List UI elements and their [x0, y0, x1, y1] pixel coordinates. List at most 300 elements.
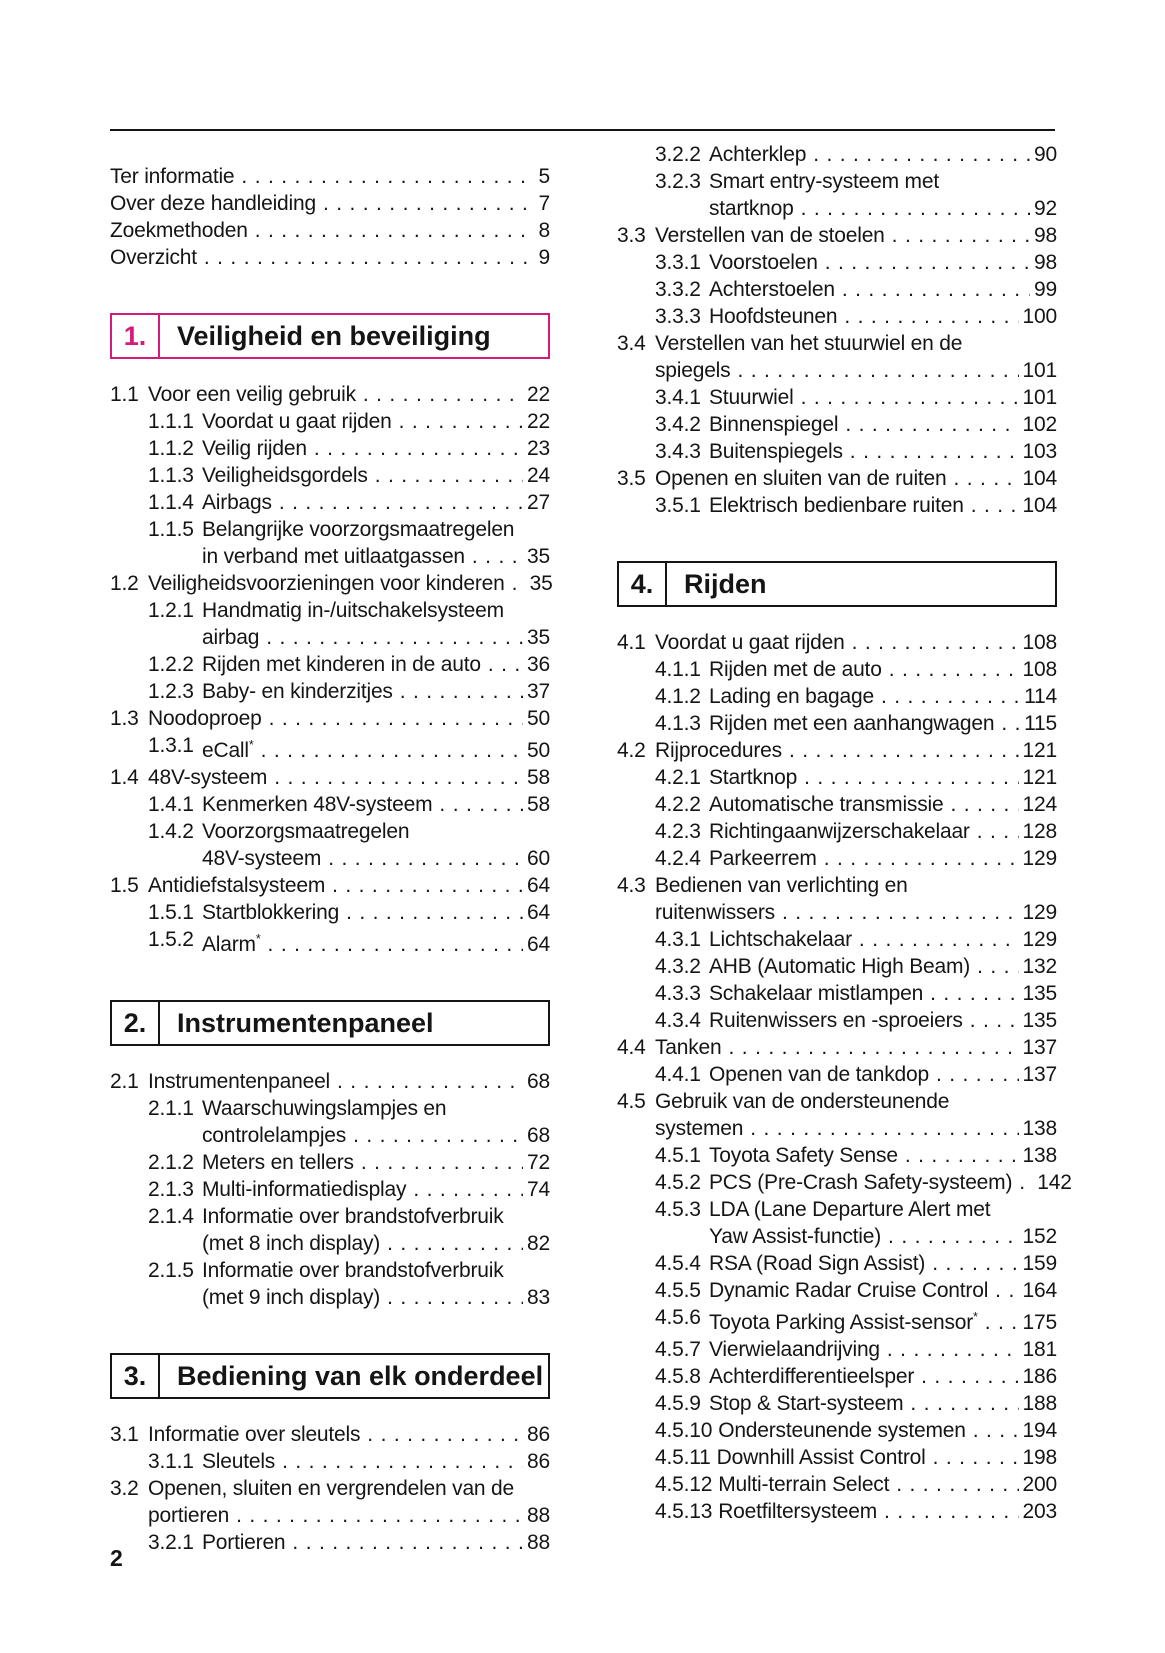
- entry-line: [709, 411, 1057, 438]
- entry-line: [709, 303, 1057, 330]
- dot-leader: [282, 1448, 523, 1475]
- dot-leader: [375, 462, 523, 489]
- entry-page-number: 22: [527, 383, 550, 406]
- dot-leader: [896, 1471, 1018, 1498]
- entry-label: Veiligheidsvoorzieningen voor kinderen: [148, 572, 505, 595]
- header-divider-line: [110, 129, 1055, 131]
- dot-leader: [884, 1498, 1019, 1525]
- entry-number: 3.2: [110, 1477, 139, 1500]
- dot-leader: [1001, 710, 1020, 737]
- toc-entry-1-1-2: [110, 435, 550, 462]
- entry-page-number: 64: [527, 901, 550, 924]
- entry-page-number: 64: [527, 874, 550, 897]
- section-title: Instrumentenpaneel: [177, 1007, 434, 1038]
- entry-page-number: 64: [527, 933, 550, 956]
- entry-number: 3.4.2: [655, 413, 701, 436]
- entry-line: [110, 163, 550, 190]
- entry-number: 3.2.3: [655, 170, 701, 193]
- entry-number: 3.5: [617, 467, 646, 490]
- entry-number: 4.5.6: [655, 1306, 701, 1329]
- entry-body: [709, 1390, 1057, 1417]
- toc-entry-4-4-1: [617, 1061, 1057, 1088]
- entry-label: Verstellen van het stuurwiel en de: [655, 332, 963, 355]
- entry-body: [718, 1471, 1057, 1498]
- entry-number: 2.1.2: [148, 1151, 194, 1174]
- dot-leader: [887, 1336, 1019, 1363]
- entry-body: [148, 1475, 550, 1529]
- entry-label: Ruitenwissers en -sproeiers: [709, 1009, 963, 1032]
- entry-number: 3.2.2: [655, 143, 701, 166]
- entry-line: [202, 516, 550, 543]
- entry-line: [709, 656, 1057, 683]
- dot-leader: [274, 764, 523, 791]
- entry-number: 3.4.3: [655, 440, 701, 463]
- dot-leader: [292, 1529, 523, 1556]
- section-title: Bediening van elk onderdeel: [177, 1360, 544, 1391]
- entry-page-number: 86: [527, 1450, 550, 1473]
- entry-number: 2.1.1: [148, 1097, 194, 1120]
- entry-line: [202, 1230, 550, 1257]
- entry-label: Meters en tellers: [202, 1151, 354, 1174]
- entry-body: [655, 629, 1057, 656]
- entry-label: Rijden met een aanhangwagen: [709, 712, 995, 735]
- entry-number: 1.5: [110, 874, 139, 897]
- entry-label: Veiligheidsgordels: [202, 464, 368, 487]
- entry-line: [202, 1203, 550, 1230]
- entry-body: [202, 1176, 550, 1203]
- entry-number: 3.5.1: [655, 494, 701, 517]
- toc-entry-3-1: [110, 1421, 550, 1448]
- entry-line: [655, 737, 1057, 764]
- entry-number: 4.5.13: [655, 1500, 713, 1523]
- entry-label: LDA (Lane Departure Alert met: [709, 1198, 991, 1221]
- toc-entry-4-2-3: [617, 818, 1057, 845]
- entry-number: 4.5.2: [655, 1171, 701, 1194]
- entry-line: [709, 1304, 1057, 1336]
- entry-number: 4.3.2: [655, 955, 701, 978]
- entry-line: [202, 597, 550, 624]
- entry-label: Overzicht: [110, 246, 197, 269]
- entry-number: 4.5.7: [655, 1338, 701, 1361]
- entry-line: [709, 1061, 1057, 1088]
- toc-entry-4-2-1: [617, 764, 1057, 791]
- toc-entry-1-1-4: [110, 489, 550, 516]
- entry-number: 4.2.4: [655, 847, 701, 870]
- entry-label: Achterdifferentieelsper: [709, 1365, 915, 1388]
- dot-leader: [413, 1176, 523, 1203]
- toc-entry-4-5-11: [617, 1444, 1057, 1471]
- entry-line: [202, 1529, 550, 1556]
- entry-line: [148, 1421, 550, 1448]
- toc-entry-1-2-2: [110, 651, 550, 678]
- dot-leader: [932, 1250, 1018, 1277]
- entry-label: Elektrisch bedienbare ruiten: [709, 494, 964, 517]
- entry-label: Dynamic Radar Cruise Control: [709, 1279, 989, 1302]
- dot-leader: [825, 249, 1030, 276]
- entry-body: [709, 1304, 1057, 1336]
- toc-entry-4-5-13: [617, 1498, 1057, 1525]
- entry-label: Binnenspiegel: [709, 413, 839, 436]
- entry-page-number: 100: [1022, 305, 1057, 328]
- dot-leader: [889, 656, 1019, 683]
- toc-entry-1-3-1: [110, 732, 550, 764]
- entry-page-number: 8: [538, 219, 550, 242]
- entry-body: [709, 1277, 1057, 1304]
- dot-leader: [750, 1115, 1018, 1142]
- entry-label: Tanken: [655, 1036, 722, 1059]
- entry-label: Openen, sluiten en vergrendelen van de: [148, 1477, 515, 1500]
- entry-label: Yaw Assist-functie): [709, 1225, 882, 1248]
- entry-line: [655, 465, 1057, 492]
- toc-entry-4-5-7: [617, 1336, 1057, 1363]
- dot-leader: [729, 1034, 1019, 1061]
- toc-entry-4-5-1: [617, 1142, 1057, 1169]
- entry-label: startknop: [709, 197, 794, 220]
- entry-page-number: 82: [527, 1232, 550, 1255]
- entry-page-number: 5: [538, 165, 550, 188]
- entry-body: [709, 438, 1057, 465]
- entry-line: [202, 624, 550, 651]
- entry-number: 3.3.2: [655, 278, 701, 301]
- entry-page-number: 35: [527, 626, 550, 649]
- entry-number: 3.1.1: [148, 1450, 194, 1473]
- entry-label: (met 8 inch display): [202, 1232, 381, 1255]
- entry-label: Verstellen van de stoelen: [655, 224, 885, 247]
- entry-body: [709, 710, 1057, 737]
- entry-number: 4.3.1: [655, 928, 701, 951]
- dot-leader: [881, 683, 1020, 710]
- dot-leader: [950, 791, 1018, 818]
- entry-label: Sleutels: [202, 1450, 276, 1473]
- entry-line: [148, 1475, 550, 1502]
- entry-label: Stuurwiel: [709, 386, 794, 409]
- dot-leader: [439, 791, 523, 818]
- entry-number: 1.1.2: [148, 437, 194, 460]
- entry-number: 1.2: [110, 572, 139, 595]
- entry-page-number: 103: [1022, 440, 1057, 463]
- section-header-4: [617, 561, 1057, 607]
- entry-label: Roetfiltersysteem: [718, 1500, 878, 1523]
- entry-line: [655, 1088, 1057, 1115]
- entry-label: Hoofdsteunen: [709, 305, 838, 328]
- entry-line: [202, 678, 550, 705]
- entry-line: [709, 1142, 1057, 1169]
- toc-entry-3-2: [110, 1475, 550, 1529]
- entry-body: [709, 303, 1057, 330]
- entry-body: [110, 190, 550, 217]
- entry-line: [202, 1095, 550, 1122]
- entry-body: [718, 1498, 1057, 1525]
- toc-entry-1-2-3: [110, 678, 550, 705]
- entry-line: [202, 651, 550, 678]
- entry-label: Rijden met kinderen in de auto: [202, 653, 481, 676]
- entry-page-number: 159: [1022, 1252, 1057, 1275]
- entry-page-number: 88: [527, 1531, 550, 1554]
- entry-line: [202, 1122, 550, 1149]
- entries-block: [110, 1068, 550, 1311]
- entry-page-number: 98: [1034, 224, 1057, 247]
- entry-page-number: 58: [527, 793, 550, 816]
- entry-body: [202, 1095, 550, 1149]
- dot-leader: [363, 381, 523, 408]
- dot-leader: [269, 705, 523, 732]
- toc-entry-front: [110, 244, 550, 271]
- toc-entry-4-5-8: [617, 1363, 1057, 1390]
- toc-entry-1-5: [110, 872, 550, 899]
- toc-entry-1-5-1: [110, 899, 550, 926]
- entry-page-number: 108: [1022, 658, 1057, 681]
- footer-page-number: 2: [110, 1545, 123, 1571]
- toc-entry-4-5-4: [617, 1250, 1057, 1277]
- section-header-3: [110, 1353, 550, 1399]
- toc-entry-3-4: [617, 330, 1057, 384]
- dot-leader: [279, 489, 523, 516]
- entry-page-number: 22: [527, 410, 550, 433]
- entry-line: [718, 1471, 1057, 1498]
- entry-label: Informatie over brandstofverbruik: [202, 1205, 504, 1228]
- entry-number: 4.1.1: [655, 658, 701, 681]
- entry-label: Waarschuwingslampjes en: [202, 1097, 447, 1120]
- entry-body: [202, 1257, 550, 1311]
- entry-line: [709, 1250, 1057, 1277]
- column-right: [617, 141, 1072, 1525]
- entry-label: Bedienen van verlichting en: [655, 874, 908, 897]
- entry-body: [202, 791, 550, 818]
- entry-page-number: 104: [1022, 467, 1057, 490]
- entry-page-number: 72: [527, 1151, 550, 1174]
- entry-body: [709, 980, 1057, 1007]
- toc-entry-1-3: [110, 705, 550, 732]
- entry-page-number: 104: [1022, 494, 1057, 517]
- dot-leader: [737, 357, 1018, 384]
- entry-label: Ter informatie: [110, 165, 235, 188]
- entry-number: 1.4: [110, 766, 139, 789]
- entry-number: 4.5: [617, 1090, 646, 1113]
- entry-label: Downhill Assist Control: [716, 1446, 926, 1469]
- entry-body: [709, 764, 1057, 791]
- dot-leader: [930, 980, 1018, 1007]
- entry-label: systemen: [655, 1117, 744, 1140]
- entry-label: Airbags: [202, 491, 272, 514]
- entry-page-number: 128: [1022, 820, 1057, 843]
- toc-entry-3-2-2: [617, 141, 1057, 168]
- toc-entry-3-2-3: [617, 168, 1057, 222]
- entry-line: [655, 629, 1057, 656]
- entry-body: [110, 244, 550, 271]
- toc-entry-3-2-1: [110, 1529, 550, 1556]
- entry-line: [709, 492, 1057, 519]
- entry-label: Rijprocedures: [655, 739, 782, 762]
- entry-number: 4.3: [617, 874, 646, 897]
- entry-body: [709, 249, 1057, 276]
- entry-body: [709, 492, 1057, 519]
- entry-body: [202, 462, 550, 489]
- entry-body: [709, 384, 1057, 411]
- toc-entry-4-5-6: [617, 1304, 1057, 1336]
- dot-leader: [367, 1421, 523, 1448]
- entry-line: [709, 818, 1057, 845]
- entry-line: [709, 1336, 1057, 1363]
- entry-body: [655, 1034, 1057, 1061]
- toc-entry-4-3-3: [617, 980, 1057, 1007]
- entry-line: [202, 818, 550, 845]
- footnote-asterisk: *: [255, 932, 261, 946]
- dot-leader: [973, 1417, 1019, 1444]
- entry-number: 4.4: [617, 1036, 646, 1059]
- entry-number: 1.4.1: [148, 793, 194, 816]
- entry-line: [148, 872, 550, 899]
- toc-entry-2-1-1: [110, 1095, 550, 1149]
- dot-leader: [261, 737, 523, 764]
- entry-number: 2.1: [110, 1070, 139, 1093]
- toc-entry-4-5-9: [617, 1390, 1057, 1417]
- entry-line: [709, 1390, 1057, 1417]
- dot-leader: [824, 845, 1019, 872]
- entry-line: [709, 168, 1057, 195]
- entry-body: [709, 1061, 1057, 1088]
- entry-number: 4.5.11: [655, 1446, 711, 1469]
- dot-leader: [813, 141, 1030, 168]
- entry-label: Noodoproep: [148, 707, 262, 730]
- entry-page-number: 135: [1022, 982, 1057, 1005]
- entry-body: [709, 1196, 1057, 1250]
- entry-body: [148, 381, 550, 408]
- entry-page-number: 203: [1022, 1500, 1057, 1523]
- entry-label: 48V-systeem: [148, 766, 268, 789]
- section-header-1: [110, 313, 550, 359]
- dot-leader: [346, 899, 523, 926]
- entry-label: RSA (Road Sign Assist): [709, 1252, 926, 1275]
- toc-entry-1-4-2: [110, 818, 550, 872]
- dot-leader: [204, 244, 535, 271]
- toc-entry-1-2: [110, 570, 553, 597]
- entry-body: [148, 872, 550, 899]
- entry-body: [655, 465, 1057, 492]
- entry-body: [717, 1444, 1057, 1471]
- entry-line: [655, 330, 1057, 357]
- dot-leader: [314, 435, 523, 462]
- entry-number: 4.3.3: [655, 982, 701, 1005]
- entry-number: 1.2.3: [148, 680, 194, 703]
- entry-body: [655, 222, 1057, 249]
- entry-body: [202, 732, 550, 764]
- entry-line: [202, 791, 550, 818]
- entry-label: portieren: [148, 1504, 230, 1527]
- dot-leader: [971, 492, 1019, 519]
- toc-entry-4-5-2: [617, 1169, 1072, 1196]
- entry-line: [655, 357, 1057, 384]
- entry-number: 1.4.2: [148, 820, 194, 843]
- entry-label: Ondersteunende systemen: [718, 1419, 966, 1442]
- toc-entry-4-1-3: [617, 710, 1057, 737]
- entry-page-number: 90: [1034, 143, 1057, 166]
- entry-page-number: 92: [1034, 197, 1057, 220]
- dot-leader: [387, 1284, 523, 1311]
- toc-entry-1-1: [110, 381, 550, 408]
- section-title: Rijden: [684, 568, 767, 599]
- entry-body: [202, 408, 550, 435]
- entry-label: Antidiefstalsysteem: [148, 874, 326, 897]
- entry-label: Schakelaar mistlampen: [709, 982, 924, 1005]
- entry-line: [709, 845, 1057, 872]
- toc-entry-2-1-2: [110, 1149, 550, 1176]
- entry-label: Over deze handleiding: [110, 192, 316, 215]
- toc-entry-2-1-5: [110, 1257, 550, 1311]
- dot-leader: [845, 411, 1018, 438]
- entry-body: [202, 1149, 550, 1176]
- toc-entry-3-5-1: [617, 492, 1057, 519]
- entry-line: [655, 222, 1057, 249]
- entry-body: [202, 651, 550, 678]
- entry-label: Lichtschakelaar: [709, 928, 852, 951]
- entry-number: 1.1.5: [148, 518, 194, 541]
- entry-page-number: 9: [538, 246, 550, 269]
- entry-label: Achterklep: [709, 143, 807, 166]
- entry-page-number: 60: [527, 847, 550, 870]
- dot-leader: [801, 195, 1030, 222]
- entry-page-number: 83: [527, 1286, 550, 1309]
- entries-block: [110, 381, 553, 958]
- entry-label: 48V-systeem: [202, 847, 322, 870]
- entry-page-number: 142: [1037, 1171, 1072, 1194]
- toc-entry-4-5-3: [617, 1196, 1057, 1250]
- entry-number: 3.4.1: [655, 386, 701, 409]
- entry-line: [709, 710, 1057, 737]
- toc-entry-4-2-4: [617, 845, 1057, 872]
- toc-entry-3-3-1: [617, 249, 1057, 276]
- dot-leader: [921, 1363, 1018, 1390]
- entry-number: 1.1.1: [148, 410, 194, 433]
- entry-number: 1.3.1: [148, 734, 194, 757]
- entry-number: 4.1: [617, 631, 646, 654]
- entry-line: [148, 705, 550, 732]
- dot-leader: [888, 1223, 1019, 1250]
- entry-label: Instrumentenpaneel: [148, 1070, 331, 1093]
- entry-page-number: 129: [1022, 847, 1057, 870]
- entry-page-number: 108: [1022, 631, 1057, 654]
- dot-leader: [337, 1068, 523, 1095]
- entry-page-number: 50: [527, 739, 550, 762]
- dot-leader: [512, 570, 526, 597]
- entry-number: 2.1.4: [148, 1205, 194, 1228]
- toc-entry-1-1-3: [110, 462, 550, 489]
- entry-line: [202, 543, 550, 570]
- entry-page-number: 124: [1022, 793, 1057, 816]
- dot-leader: [954, 465, 1019, 492]
- entry-label: Handmatig in-/uitschakelsysteem: [202, 599, 504, 622]
- entry-body: [655, 737, 1057, 764]
- entry-number: 4.5.12: [655, 1473, 713, 1496]
- dot-leader: [236, 1502, 523, 1529]
- dot-leader: [936, 1061, 1019, 1088]
- entry-body: [202, 899, 550, 926]
- entry-line: [110, 190, 550, 217]
- entry-number: 3.2.1: [148, 1531, 194, 1554]
- footnote-asterisk: *: [973, 1310, 978, 1324]
- entry-body: [202, 926, 550, 958]
- toc-entry-3-4-1: [617, 384, 1057, 411]
- entry-number: 4.2: [617, 739, 646, 762]
- entry-label: Startknop: [709, 766, 798, 789]
- entry-body: [709, 845, 1057, 872]
- entry-body: [709, 683, 1057, 710]
- dot-leader: [789, 737, 1019, 764]
- entry-line: [202, 1448, 550, 1475]
- entry-label: Automatische transmissie: [709, 793, 944, 816]
- entry-number: 4.5.3: [655, 1198, 701, 1221]
- entry-number: 1.3: [110, 707, 139, 730]
- toc-entry-4-3-4: [617, 1007, 1057, 1034]
